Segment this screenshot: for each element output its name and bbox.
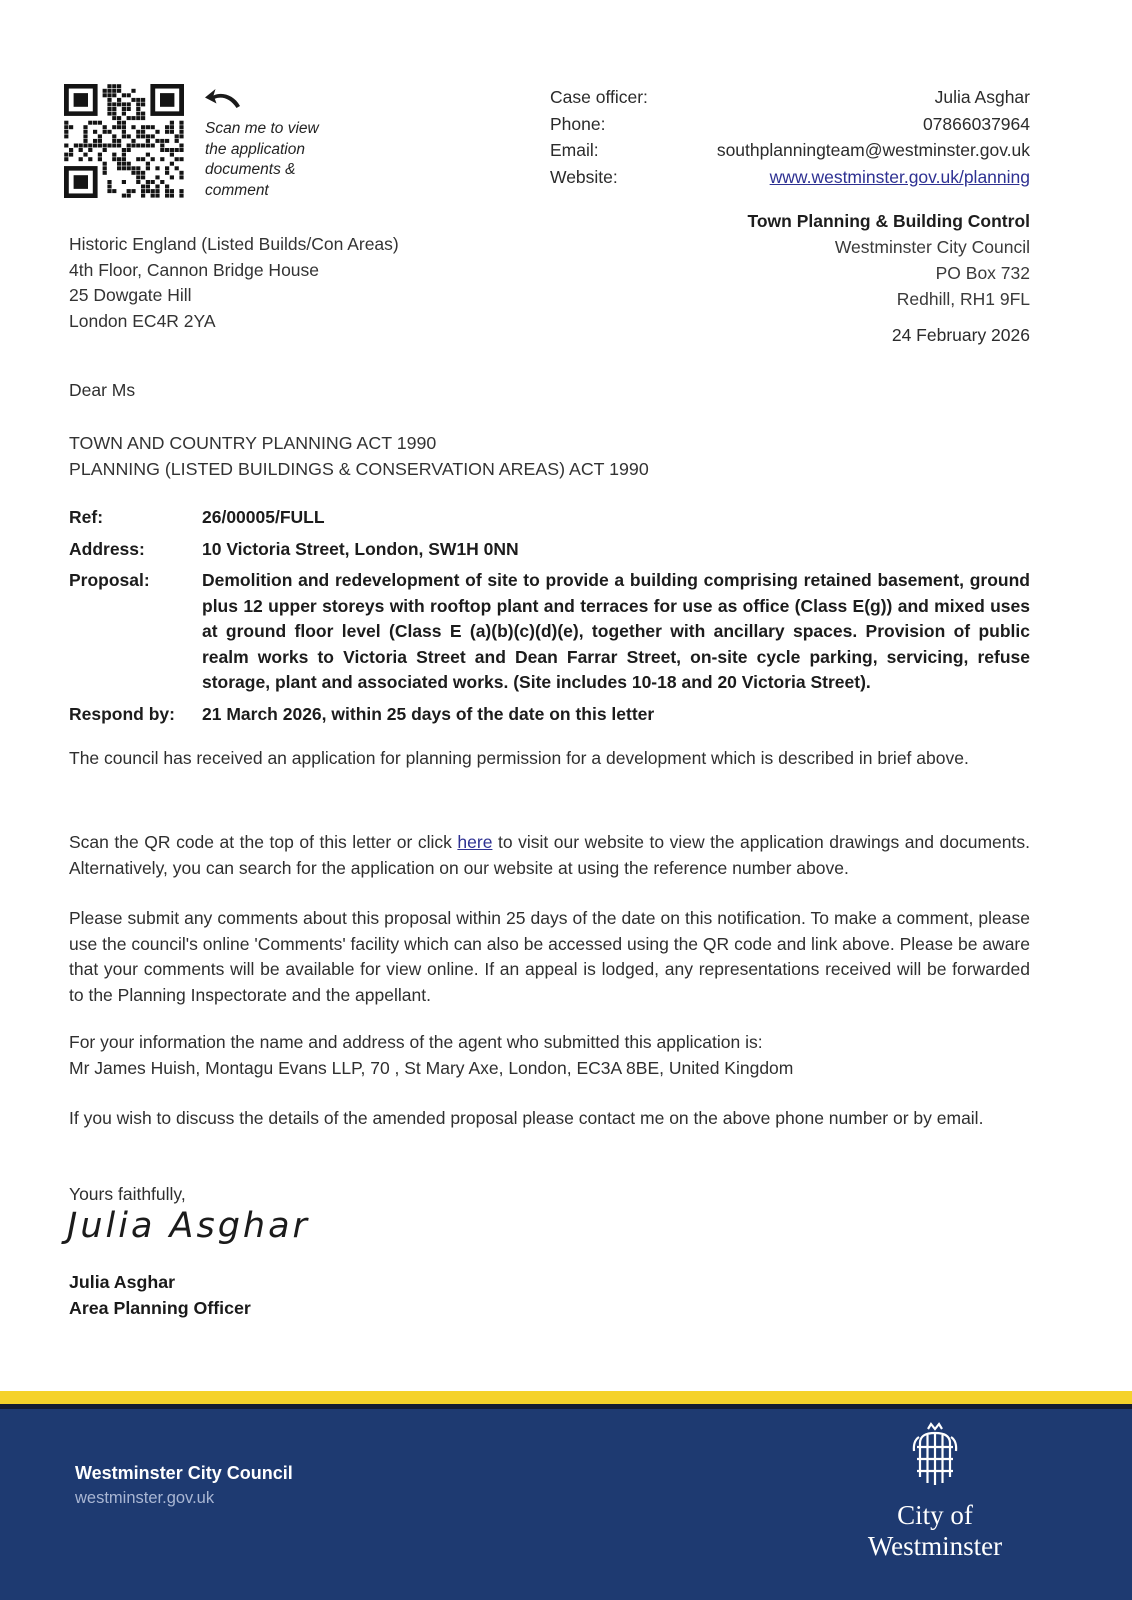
contact-block bbox=[550, 84, 1030, 190]
agent-info-intro: For your information the name and address of the agent who submitted this application is: bbox=[69, 1032, 763, 1052]
address-label: Address: bbox=[69, 538, 145, 559]
respond-by-value: 21 March 2026, within 25 days of the date on this letter bbox=[202, 703, 655, 724]
signer-block bbox=[69, 1270, 251, 1321]
website-link[interactable]: www.westminster.gov.uk/planning bbox=[769, 166, 1030, 187]
paragraph-received-application: The council has received an application for planning permission for a development which is described in brief above. bbox=[69, 748, 969, 768]
application-reference-block bbox=[69, 505, 1030, 733]
recipient-line: Historic England (Listed Builds/Con Areas) bbox=[69, 234, 399, 254]
case-officer-label: Case officer: bbox=[550, 87, 648, 107]
contact-row-email bbox=[550, 137, 1030, 164]
email-label: Email: bbox=[550, 140, 599, 160]
address-value: 10 Victoria Street, London, SW1H 0NN bbox=[202, 538, 519, 559]
footer-council-name: Westminster City Council bbox=[75, 1463, 293, 1483]
city-of-westminster-logo bbox=[835, 1421, 1035, 1562]
valediction: Yours faithfully, bbox=[69, 1184, 186, 1204]
agent-info-address: Mr James Huish, Montagu Evans LLP, 70 , St Mary Axe, London, EC3A 8BE, United Kingdom bbox=[69, 1057, 794, 1078]
curved-left-arrow-icon bbox=[205, 88, 335, 115]
paragraph-text: Scan the QR code at the top of this letter or click bbox=[69, 832, 458, 852]
sender-address-line: Westminster City Council bbox=[834, 237, 1030, 257]
paragraph-scan-qr bbox=[69, 830, 1030, 881]
act-line: TOWN AND COUNTRY PLANNING ACT 1990 bbox=[69, 433, 437, 453]
footer-band bbox=[0, 1409, 1132, 1600]
recipient-line: London EC4R 2YA bbox=[69, 310, 216, 331]
phone-label: Phone: bbox=[550, 113, 606, 134]
ref-value: 26/00005/FULL bbox=[202, 507, 325, 527]
sender-address-block bbox=[600, 208, 1030, 348]
qr-caption bbox=[205, 88, 335, 201]
respond-by-label: Respond by: bbox=[69, 703, 175, 724]
email-value: southplanningteam@westminster.gov.uk bbox=[716, 140, 1030, 160]
proposal-label: Proposal: bbox=[69, 570, 150, 590]
ref-label: Ref: bbox=[69, 507, 104, 527]
contact-row-website bbox=[550, 164, 1030, 191]
paragraph-agent-info bbox=[69, 1030, 1030, 1081]
sender-address-line: PO Box 732 bbox=[935, 263, 1030, 283]
handwritten-signature: Julia Asghar bbox=[67, 1206, 310, 1246]
letter-date: 24 February 2026 bbox=[891, 325, 1030, 345]
signer-title: Area Planning Officer bbox=[69, 1297, 251, 1318]
phone-value: 07866037964 bbox=[922, 113, 1030, 134]
ref-row bbox=[69, 505, 1030, 531]
proposal-row bbox=[69, 568, 1030, 696]
recipient-address-block bbox=[69, 232, 529, 334]
footer-yellow-stripe bbox=[0, 1391, 1132, 1404]
sender-department: Town Planning & Building Control bbox=[747, 211, 1030, 231]
contact-row-case-officer bbox=[550, 84, 1030, 111]
qr-caption-line: the application bbox=[205, 140, 305, 158]
address-row bbox=[69, 537, 1030, 563]
paragraph-text: to visit our website to view the application drawings and documents. Alternatively, you can search for the application on our website at using the reference number above. bbox=[69, 832, 1030, 878]
footer-council-website: westminster.gov.uk bbox=[75, 1489, 215, 1507]
respond-by-row bbox=[69, 702, 1030, 728]
footer-logo-text: City of Westminster bbox=[867, 1500, 1003, 1561]
website-label: Website: bbox=[550, 166, 618, 187]
paragraph-discuss-details: If you wish to discuss the details of the amended proposal please contact me on the above phone number or by email. bbox=[69, 1108, 984, 1128]
signer-name: Julia Asghar bbox=[69, 1272, 176, 1292]
qr-caption-line: comment bbox=[205, 181, 269, 199]
portcullis-crest-icon bbox=[910, 1480, 960, 1497]
salutation: Dear Ms bbox=[69, 380, 136, 400]
qr-caption-line: documents & bbox=[205, 161, 296, 178]
footer-council-block bbox=[75, 1461, 293, 1510]
paragraph-submit-comments: Please submit any comments about this proposal within 25 days of the date on this notification. To make a comment, please use the council's online 'Comments' facility which can also be accessed using the QR code and link above. Please be aware that your comments will be available for view online. If an appeal is lodged, any representations received will be forwarded to the Planning Inspectorate and the appellant. bbox=[69, 908, 1030, 1005]
acts-heading bbox=[69, 430, 649, 482]
act-line: PLANNING (LISTED BUILDINGS & CONSERVATION AREAS) ACT 1990 bbox=[69, 459, 649, 479]
recipient-line: 4th Floor, Cannon Bridge House bbox=[69, 259, 320, 280]
qr-code bbox=[64, 84, 184, 198]
qr-caption-line: Scan me to view bbox=[205, 120, 319, 137]
case-officer-value: Julia Asghar bbox=[934, 87, 1030, 107]
sender-address-line: Redhill, RH1 9FL bbox=[896, 289, 1030, 309]
here-link[interactable]: here bbox=[457, 832, 493, 852]
proposal-value: Demolition and redevelopment of site to provide a building comprising retained basement, ground plus 12 upper storeys with rooftop plant and terraces for use as office (Class E(g)) and mixed uses at ground floor level (Class E (a)(b)(c)(d)(e), together with ancillary spaces. Provision of public realm works to Victoria Street and Dean Farrar Street, on-site cycle parking, servicing, refuse storage, plant and associated works. (Site includes 10-18 and 20 Victoria Street). bbox=[202, 570, 1030, 692]
recipient-line: 25 Dowgate Hill bbox=[69, 285, 192, 305]
contact-row-phone bbox=[550, 111, 1030, 138]
